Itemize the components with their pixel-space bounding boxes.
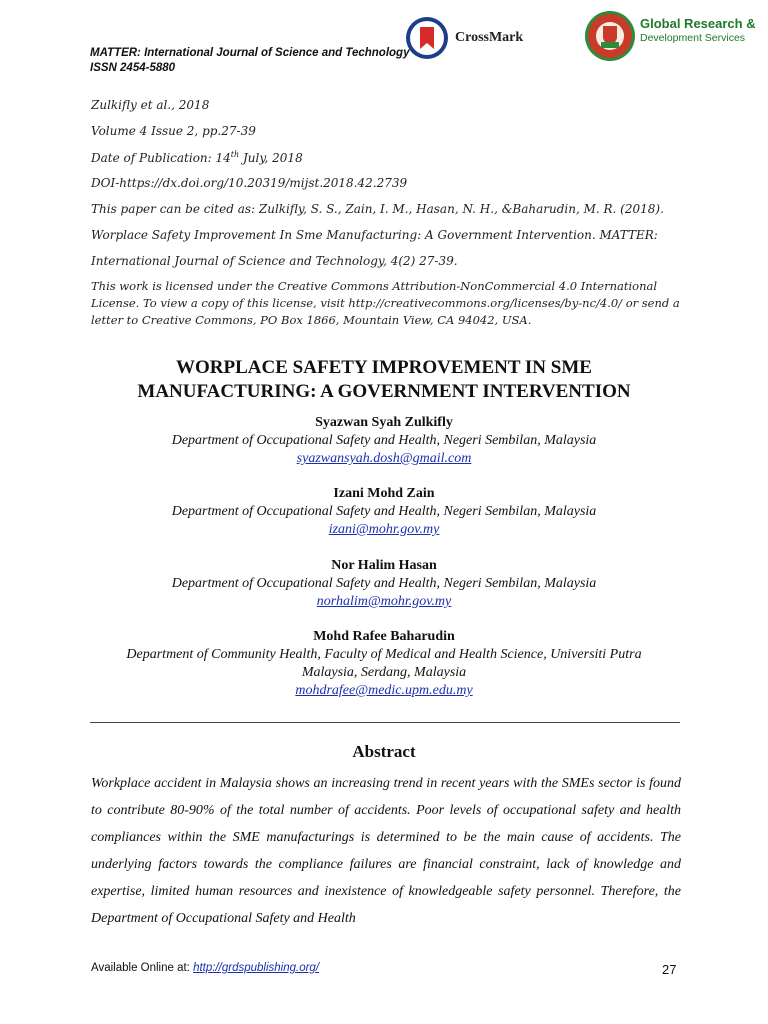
footer-availability [91,962,319,974]
title-line-2: MANUFACTURING: A GOVERNMENT INTERVENTION [137,381,631,402]
section-divider [90,722,680,723]
author-block [60,485,708,539]
journal-name: MATTER: International Journal of Science and Technology [90,47,410,59]
author-email-link[interactable]: syazwansyah.dosh@gmail.com [296,451,472,466]
footer-label: Available Online at: [91,962,194,974]
author-affiliation: Department of Community Health, Faculty of Medical and Health Science, Universiti Putra [126,647,642,662]
author-email-link[interactable]: mohdrafee@medic.upm.edu.my [295,683,473,698]
crossmark-badge[interactable] [405,16,523,60]
author-affiliation: Department of Occupational Safety and Health, Negeri Sembilan, Malaysia [171,433,597,448]
grds-subtitle: Development Services [640,32,746,44]
grds-logo-block [584,10,756,62]
publisher-link[interactable]: http://grdspublishing.org/ [193,962,320,974]
author-email-link[interactable]: izani@mohr.gov.my [328,522,440,537]
author-name: Syazwan Syah Zulkifly [315,415,453,430]
abstract-text: Workplace accident in Malaysia shows an increasing trend in recent years with the SMEs sector is found to contribute 80-90% of the total number of accidents. Poor levels of occupational safety and health compliances within the SME manufacturings is determined to be the main cause of accidents. The underlying factors towards the compliance failures are financial constraint, lack of knowledge and expertise, limited human resources and inexistence of knowledgeable safety personnel. Therefore, the Department of Occupational Safety and Health [91,776,681,926]
author-email-link[interactable]: norhalim@mohr.gov.my [316,594,452,609]
grds-title: Global Research & [640,16,756,31]
author-affiliation-line-2: Malaysia, Serdang, Malaysia [301,665,467,680]
author-block [60,414,708,468]
citation-line-1: This paper can be cited as: Zulkifly, S. S., Zain, I. M., Hasan, N. H., &Baharudin, M. R. (2018). [91,202,664,216]
author-affiliation: Department of Occupational Safety and Health, Negeri Sembilan, Malaysia [171,576,597,591]
grds-seal-icon [584,10,636,62]
doi-line: DOI-https://dx.doi.org/10.20319/mijst.2018.42.2739 [91,176,408,190]
author-name: Mohd Rafee Baharudin [313,629,455,644]
author-affiliation: Department of Occupational Safety and Health, Negeri Sembilan, Malaysia [171,504,597,519]
citation-short: Zulkifly et al., 2018 [91,98,210,112]
volume-info: Volume 4 Issue 2, pp.27-39 [91,124,256,138]
author-name: Izani Mohd Zain [333,486,435,501]
journal-header [90,46,409,76]
crossmark-icon [405,16,449,60]
paper-title [60,356,708,404]
author-block [60,628,708,700]
license-text: This work is licensed under the Creative Commons Attribution-NonCommercial 4.0 International License. To view a copy of this license, visit http://creativecommons.org/licenses/by-nc/4.0/ or send a letter to Creative Commons, PO Box 1866, Mountain View, CA 94042, USA. [91,279,680,327]
abstract-heading: Abstract [352,742,416,761]
author-name: Nor Halim Hasan [331,558,437,573]
publication-date: Date of Publication: 14th July, 2018 [91,150,303,165]
citation-line-3: International Journal of Science and Technology, 4(2) 27-39. [91,254,458,268]
crossmark-label: CrossMark [455,30,524,45]
issn: ISSN 2454-5880 [90,62,176,74]
page-number: 27 [662,962,677,977]
author-block [60,557,708,611]
citation-line-2: Worplace Safety Improvement In Sme Manufacturing: A Government Intervention. MATTER: [91,228,658,242]
title-line-1: WORPLACE SAFETY IMPROVEMENT IN SME [176,357,592,378]
